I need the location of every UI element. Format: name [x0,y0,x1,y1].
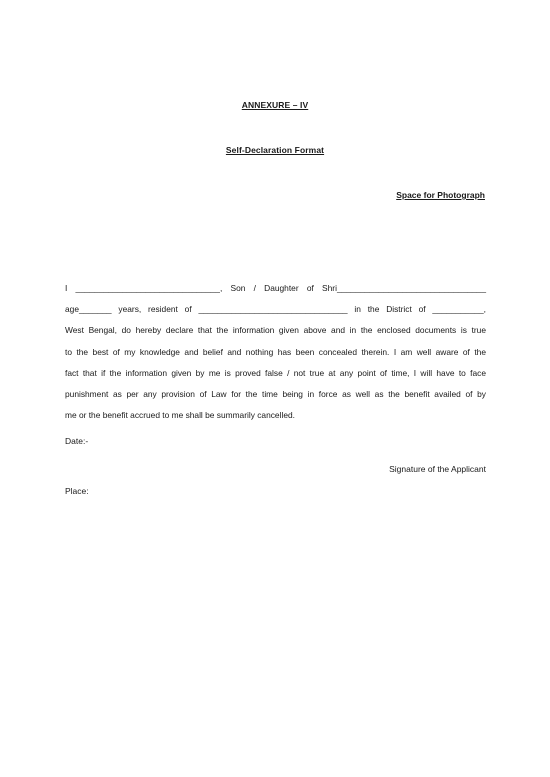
place-label: Place: [65,486,89,496]
photo-space-label: Space for Photograph [396,190,485,200]
format-title: Self-Declaration Format [225,145,325,155]
annexure-title: ANNEXURE – IV [241,100,309,110]
declaration-line: to the best of my knowledge and belief and nothing has been concealed therein. I am well aware of the [65,346,486,357]
date-label: Date:- [65,436,89,446]
declaration-line: me or the benefit accrued to me shall be summarily cancelled. [65,410,295,421]
declaration-line: I _______________________________, Son / Daughter of Shri________________________________ [65,283,486,293]
declaration-line: punishment as per any provision of Law for the time being in force as well as the benefit availed of by [65,389,486,400]
declaration-line: fact that if the information given by me is proved false / not true at any point of time, I will have to face [65,367,486,378]
declaration-line: West Bengal, do hereby declare that the information given above and in the enclosed documents is true [65,325,486,336]
signature-label: Signature of the Applicant [389,464,486,474]
declaration-line: age_______ years, resident of ________________________________ in the District of ___________, [65,304,486,315]
declaration-paragraph [65,278,486,426]
